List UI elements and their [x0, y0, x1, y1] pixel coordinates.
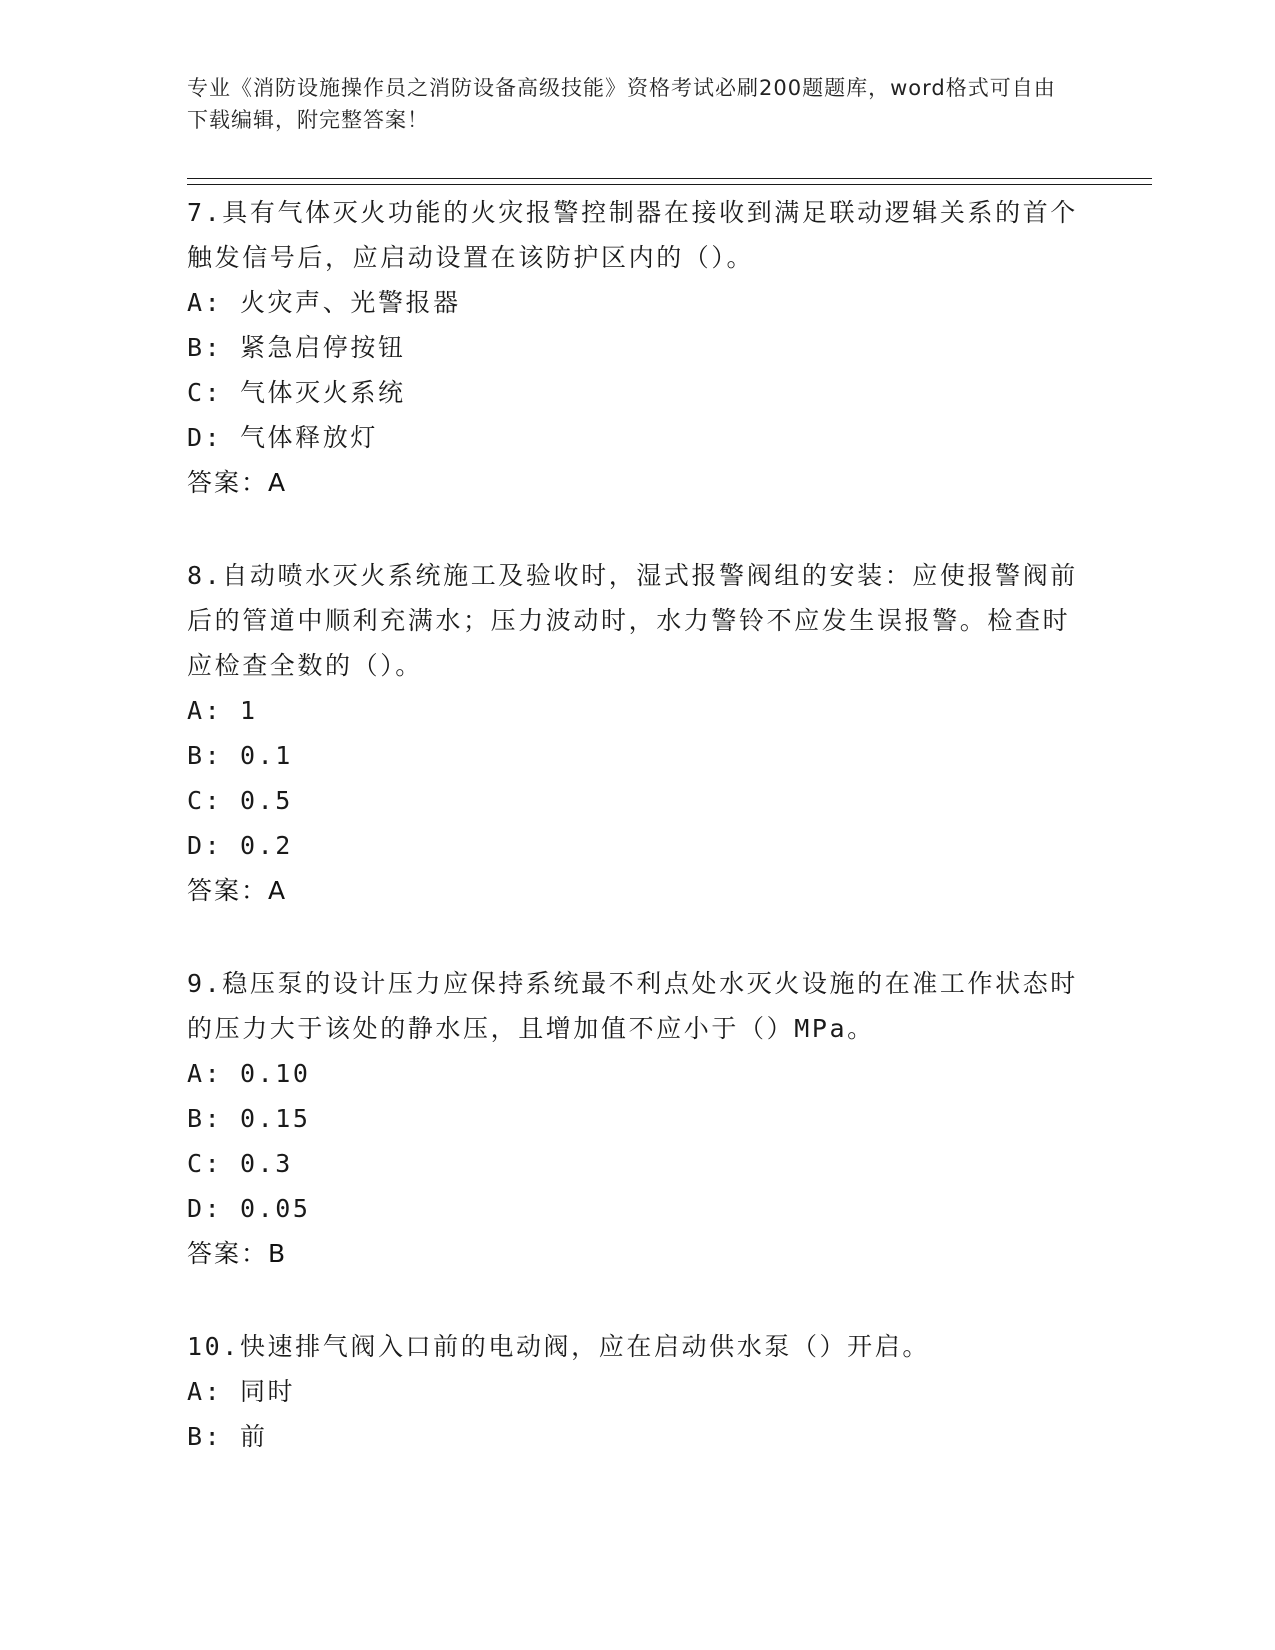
- question-text: 9.稳压泵的设计压力应保持系统最不利点处水灭火设施的在准工作状态时的压力大于该处的静水压，且增加值不应小于（）MPa。: [187, 969, 1078, 1043]
- option-d: D: 0.2: [187, 831, 293, 860]
- question-9: [187, 961, 1087, 1276]
- header-divider-bottom: [187, 184, 1152, 185]
- option-b: B: 0.15: [187, 1104, 311, 1133]
- question-10: [187, 1324, 1087, 1459]
- option-b: B: 前: [187, 1422, 268, 1451]
- option-b: B: 0.1: [187, 741, 293, 770]
- header-divider-top: [187, 178, 1152, 179]
- option-c: C: 0.3: [187, 1149, 293, 1178]
- option-a: A: 同时: [187, 1377, 296, 1406]
- option-a: A: 火灾声、光警报器: [187, 288, 461, 317]
- option-d: D: 气体释放灯: [187, 423, 378, 452]
- answer-line: 答案：A: [187, 876, 288, 905]
- question-text: 7.具有气体灭火功能的火灾报警控制器在接收到满足联动逻辑关系的首个触发信号后，应启动设置在该防护区内的（）。: [187, 198, 1078, 272]
- document-header: 专业《消防设施操作员之消防设备高级技能》资格考试必刷200题题库，word格式可自由下载编辑，附完整答案！: [187, 76, 1056, 132]
- option-c: C: 气体灭火系统: [187, 378, 406, 407]
- question-list: [187, 190, 1087, 1507]
- option-a: A: 0.10: [187, 1059, 311, 1088]
- option-c: C: 0.5: [187, 786, 293, 815]
- option-d: D: 0.05: [187, 1194, 311, 1223]
- answer-line: 答案：A: [187, 468, 288, 497]
- option-b: B: 紧急启停按钮: [187, 333, 406, 362]
- option-a: A: 1: [187, 696, 258, 725]
- question-text: 10.快速排气阀入口前的电动阀，应在启动供水泵（）开启。: [187, 1332, 930, 1361]
- question-text: 8.自动喷水灭火系统施工及验收时，湿式报警阀组的安装：应使报警阀前后的管道中顺利充满水；压力波动时，水力警铃不应发生误报警。检查时应检查全数的（）。: [187, 561, 1078, 680]
- question-7: [187, 190, 1087, 505]
- question-8: [187, 553, 1087, 913]
- answer-line: 答案：B: [187, 1239, 288, 1268]
